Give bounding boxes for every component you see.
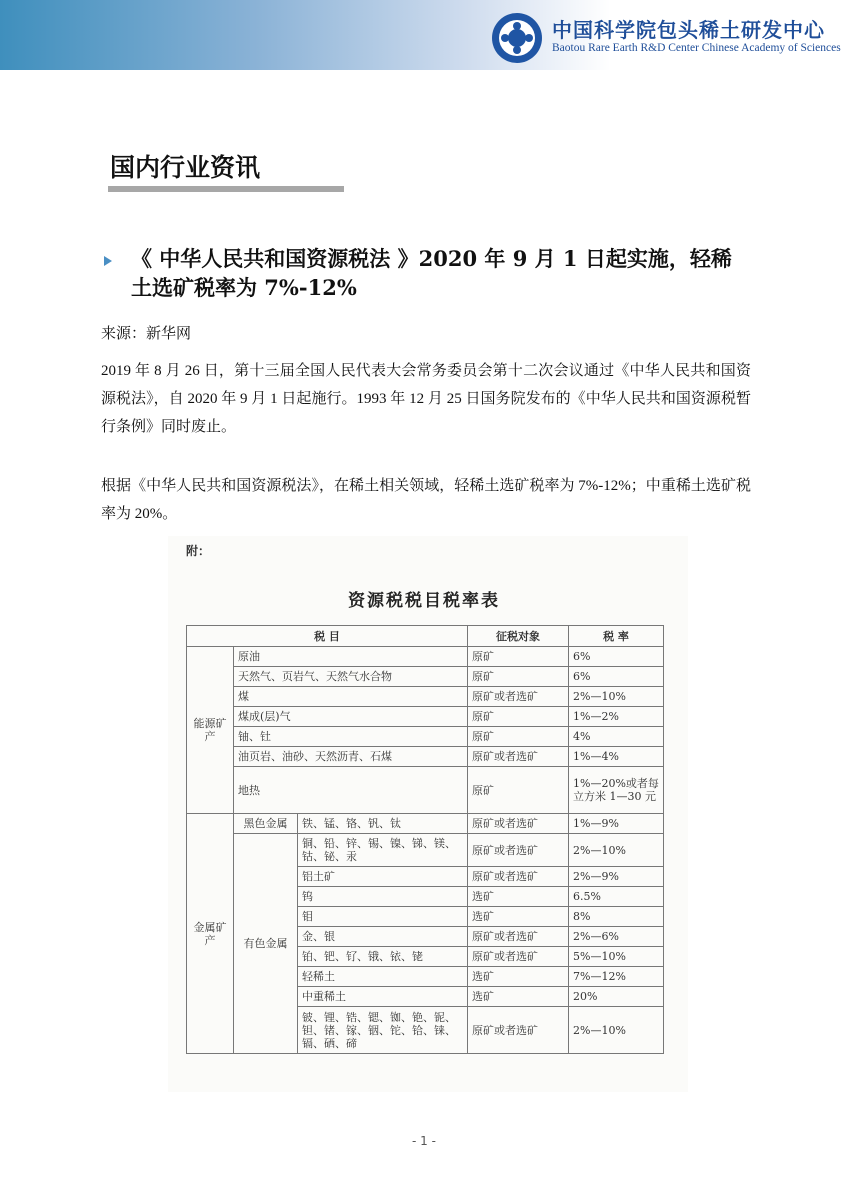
cell-rate: 1%—9% [569, 814, 664, 834]
article-source: 来源：新华网 [101, 324, 192, 342]
cell-object: 原矿 [468, 667, 569, 687]
cell-item: 金、银 [298, 927, 468, 947]
cell-item: 钨 [298, 887, 468, 907]
cell-rate: 1%—2% [569, 707, 664, 727]
cell-rate: 2%—6% [569, 927, 664, 947]
section-underline [108, 186, 344, 192]
attachment-label: 附： [186, 544, 211, 558]
section-title: 国内行业资讯 [110, 153, 261, 182]
cell-object: 原矿 [468, 767, 569, 814]
cell-object: 原矿或者选矿 [468, 687, 569, 707]
cell-item: 轻稀土 [298, 967, 468, 987]
cell-object: 原矿或者选矿 [468, 1007, 569, 1054]
cas-logo-icon [492, 13, 542, 63]
cell-object: 原矿或者选矿 [468, 927, 569, 947]
cell-object: 原矿 [468, 727, 569, 747]
cell-item: 煤 [234, 687, 468, 707]
cell-item: 铝土矿 [298, 867, 468, 887]
table-row [187, 707, 664, 727]
cell-object: 选矿 [468, 967, 569, 987]
cell-object: 原矿或者选矿 [468, 867, 569, 887]
cell-item: 地热 [234, 767, 468, 814]
org-name-cn: 中国科学院包头稀土研发中心 [552, 18, 825, 42]
cell-rate: 20% [569, 987, 664, 1007]
article-paragraph: 2019 年 8 月 26 日，第十三届全国人民代表大会常务委员会第十二次会议通过《中华人民共和国资源税法》，自 2020 年 9 月 1 日起施行。1993 年 12 月 25 日国务院发布的《中华人民共和国资源税暂行条例》同时废止。 [101, 363, 751, 435]
cell-rate: 8% [569, 907, 664, 927]
subcategory-ferrous: 黑色金属 [234, 814, 298, 834]
cell-item: 煤成(层)气 [234, 707, 468, 727]
table-row [187, 747, 664, 767]
category-energy: 能源矿产 [187, 647, 234, 814]
table-row [187, 767, 664, 814]
table-row [187, 727, 664, 747]
cell-object: 选矿 [468, 987, 569, 1007]
header-item: 税 目 [187, 626, 468, 647]
cell-item: 钼 [298, 907, 468, 927]
cell-object: 原矿或者选矿 [468, 814, 569, 834]
bullet-triangle-icon [104, 256, 112, 266]
cell-item: 原油 [234, 647, 468, 667]
category-metal: 金属矿产 [187, 814, 234, 1054]
tax-rate-table [186, 625, 664, 1054]
cell-object: 选矿 [468, 907, 569, 927]
table-row [187, 687, 664, 707]
table-header-row [187, 626, 664, 647]
article-headline: 《 中华人民共和国资源税法 》2020 年 9 月 1 日起实施，轻稀土选矿税率为 7%-12% [131, 246, 732, 300]
cell-object: 选矿 [468, 887, 569, 907]
cell-item: 铜、铅、锌、锡、镍、锑、镁、钴、铋、汞 [298, 834, 468, 867]
cell-item: 铂、钯、钌、锇、铱、铑 [298, 947, 468, 967]
cell-rate: 2%—10% [569, 1007, 664, 1054]
cell-object: 原矿或者选矿 [468, 747, 569, 767]
org-name-en: Baotou Rare Earth R&D Center Chinese Academy of Sciences [552, 42, 841, 54]
cell-rate: 6% [569, 647, 664, 667]
cell-rate: 2%—9% [569, 867, 664, 887]
cell-item: 铀、钍 [234, 727, 468, 747]
cell-item: 天然气、页岩气、天然气水合物 [234, 667, 468, 687]
header-object: 征税对象 [468, 626, 569, 647]
cell-item: 铍、锂、锆、锶、铷、铯、铌、钽、锗、镓、铟、铊、铪、铼、镉、硒、碲 [298, 1007, 468, 1054]
page-number: - 1 - [412, 1134, 436, 1148]
cell-item: 油页岩、油砂、天然沥青、石煤 [234, 747, 468, 767]
cell-rate: 1%—4% [569, 747, 664, 767]
cell-rate: 2%—10% [569, 834, 664, 867]
cell-rate: 1%—20%或者每立方米 1—30 元 [569, 767, 664, 814]
cell-object: 原矿或者选矿 [468, 947, 569, 967]
table-row [187, 834, 664, 867]
table-row [187, 667, 664, 687]
cell-object: 原矿 [468, 707, 569, 727]
table-row [187, 814, 664, 834]
cell-rate: 6% [569, 667, 664, 687]
table-title: 资源税税目税率表 [348, 591, 500, 611]
table-row [187, 647, 664, 667]
cell-item: 铁、锰、铬、钒、钛 [298, 814, 468, 834]
header-rate: 税 率 [569, 626, 664, 647]
cell-rate: 6.5% [569, 887, 664, 907]
article-paragraph: 根据《中华人民共和国资源税法》，在稀土相关领域，轻稀土选矿税率为 7%-12%；中重稀土选矿税率为 20%。 [101, 478, 751, 522]
cell-item: 中重稀土 [298, 987, 468, 1007]
cell-rate: 2%—10% [569, 687, 664, 707]
subcategory-nonferrous: 有色金属 [234, 834, 298, 1054]
cell-rate: 7%—12% [569, 967, 664, 987]
cell-object: 原矿 [468, 647, 569, 667]
cell-rate: 4% [569, 727, 664, 747]
cell-object: 原矿或者选矿 [468, 834, 569, 867]
cell-rate: 5%—10% [569, 947, 664, 967]
